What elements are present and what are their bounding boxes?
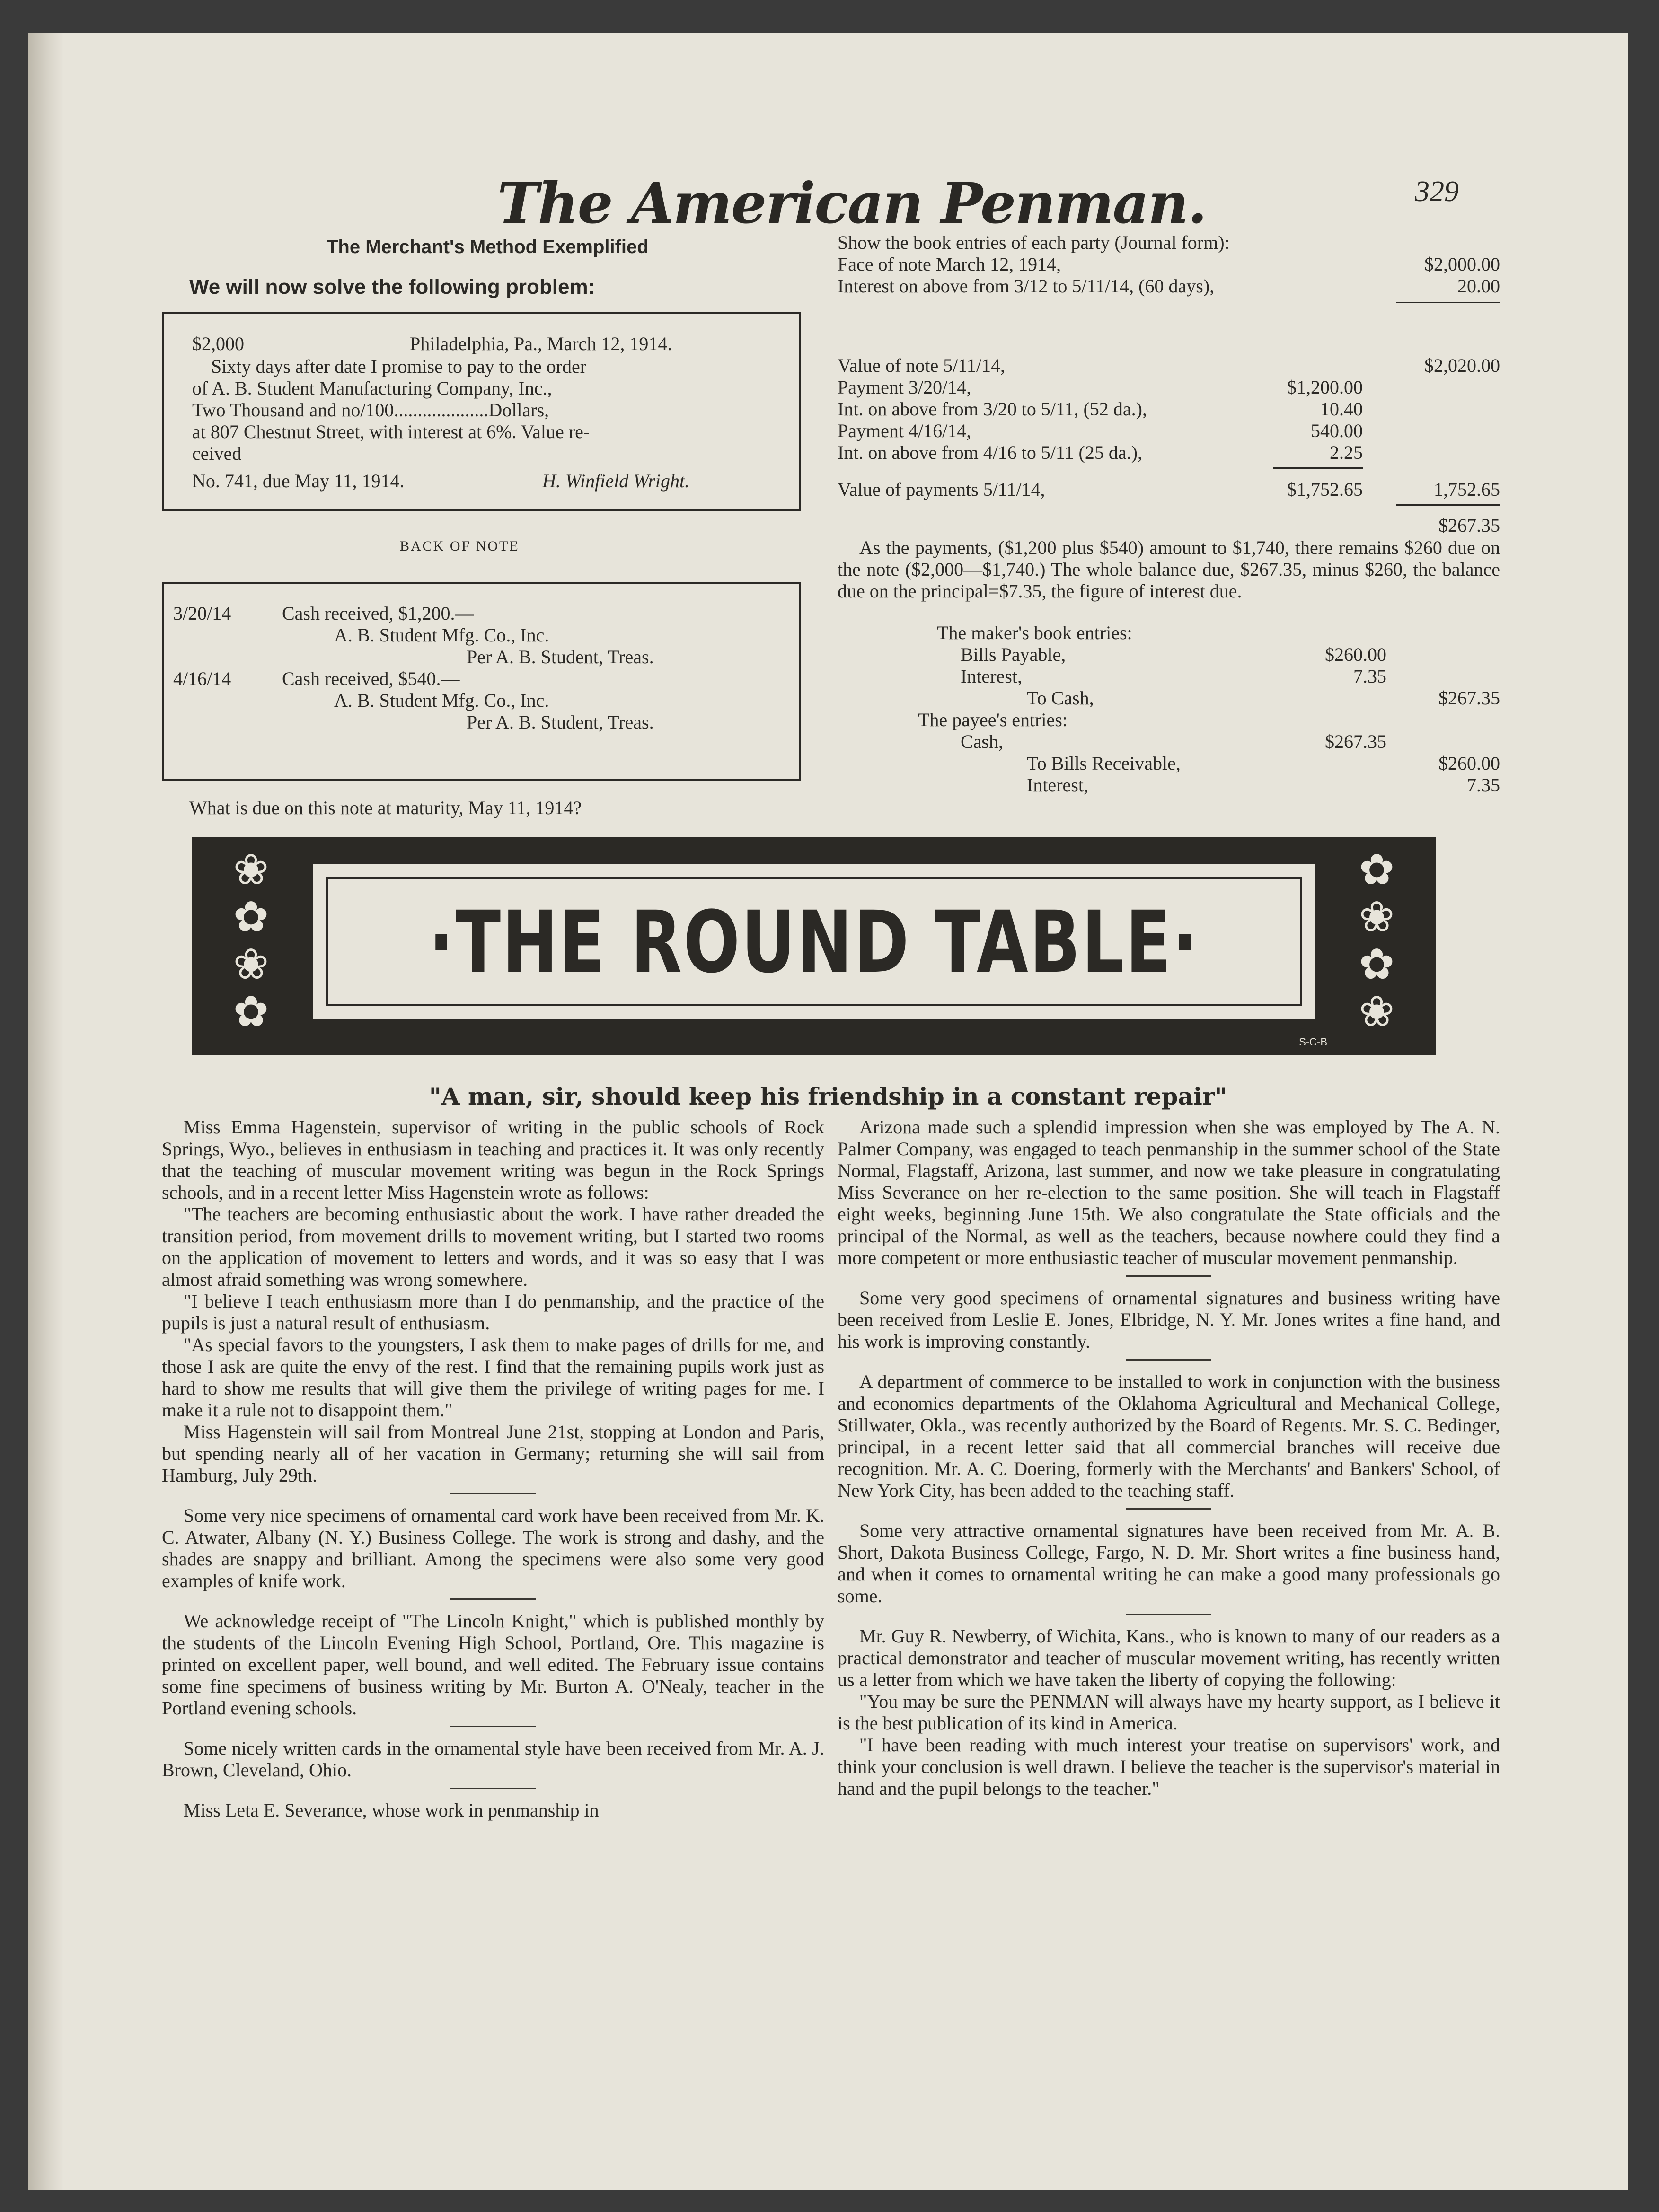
back-of-note-box (162, 582, 801, 781)
section-separator (450, 1788, 536, 1789)
masthead: The American Penman. (497, 170, 1207, 236)
back-entry-text: Cash received, $540.— (282, 668, 460, 689)
paragraph: "The teachers are becoming enthusiastic about the work. I have rather dreaded the transition period, from movement drills to movement writing, but I started two rooms on the application of movement to letters and words, and it was so easy that I was almost afraid something was wrong somewhere. (162, 1203, 824, 1290)
explanation-paragraph (838, 537, 1500, 602)
note-line: Two Thousand and no/100....................Dollars, (192, 399, 549, 421)
paragraph: A department of commerce to be installed to work in conjunction with the business and economics departments of the Oklahoma Agricultural and Mechanical College, Stillwater, Okla., was recently authorized by the Board of Regents. Mr. S. C. Bedinger, principal, in a recent letter said that all commercial branches will receive due recognition. Mr. A. C. Doering, formerly with the Merchants' and Bankers' School, of New York City, has been added to the teaching staff. (838, 1371, 1500, 1501)
note-line: at 807 Chestnut Street, with interest at 6%. Value re- (192, 421, 590, 442)
left-column (162, 1116, 824, 1821)
paragraph: Some very nice specimens of ornamental card work have been received from Mr. K. C. Atwater, Albany (N. Y.) Business College. The work is strong and dashy, and the shades are snappy and brilliant. Among the specimens were also some very good examples of knife work. (162, 1505, 824, 1591)
note-place-date: Philadelphia, Pa., March 12, 1914. (410, 333, 672, 354)
ledger-total: $2,000.00 (1424, 254, 1500, 275)
engraver-initials: S-C-B (1299, 1036, 1327, 1048)
balance-due: $267.35 (1438, 515, 1500, 536)
ledger-label: Int. on above from 3/20 to 5/11, (52 da.), (838, 398, 1147, 420)
payees-label: The payee's entries: (918, 709, 1068, 730)
ledger-label: Value of payments 5/11/14, (838, 479, 1045, 500)
ledger-amount: 10.40 (1320, 398, 1363, 420)
paragraph: Some very attractive ornamental signatures have been received from Mr. A. B. Short, Dakota Business College, Fargo, N. D. Mr. Short writes a fine business hand, and when it comes to ornamental writing he can make a good many professionals go some. (838, 1520, 1500, 1606)
section-subtitle: We will now solve the following problem: (189, 275, 595, 298)
paragraph: "I believe I teach enthusiasm more than I do penmanship, and the practice of the pupils is just a natural result of enthusiasm. (162, 1290, 824, 1334)
note-line: ceived (192, 443, 242, 464)
entry-credit: 7.35 (1467, 774, 1500, 796)
right-column (838, 1116, 1500, 1799)
back-entry-text: A. B. Student Mfg. Co., Inc. (334, 624, 549, 646)
paragraph: Miss Hagenstein will sail from Montreal June 21st, stopping at London and Paris, but spending nearly all of her vacation in Germany; returning she will sail from Hamburg, July 29th. (162, 1421, 824, 1486)
paragraph: "You may be sure the PENMAN will always have my hearty support, as I believe it is the best publication of its kind in America. (838, 1691, 1500, 1734)
ledger-label: Int. on above from 4/16 to 5/11 (25 da.), (838, 442, 1142, 463)
ledger-amount: $1,200.00 (1287, 377, 1363, 398)
entry-label: Interest, (961, 666, 1022, 687)
entry-label: Interest, (1027, 774, 1088, 796)
note-number-due: No. 741, due May 11, 1914. (192, 470, 405, 492)
paragraph: "I have been reading with much interest your treatise on supervisors' work, and think your conclusion is well drawn. I believe the teacher is the supervisor's material in hand and the pupil belongs to the teacher." (838, 1734, 1500, 1799)
page-number: 329 (1415, 176, 1459, 208)
entry-debit: $267.35 (1325, 731, 1386, 752)
ledger-rule (1273, 467, 1363, 469)
paragraph: Miss Emma Hagenstein, supervisor of writing in the public schools of Rock Springs, Wyo., believes in enthusiasm in teaching and practices it. It was only recently that the teaching of muscular movement writing was begun in the Rock Springs schools, and in a recent letter Miss Hagenstein wrote as follows: (162, 1116, 824, 1203)
ledger-amount: 540.00 (1311, 420, 1363, 441)
motto: "A man, sir, should keep his friendship in a constant repair" (429, 1082, 1227, 1110)
note-line: of A. B. Student Manufacturing Company, Inc., (192, 377, 552, 399)
paragraph: "As special favors to the youngsters, I ask them to make pages of drills for me, and those I ask are quite the envy of the rest. I find that the remaining pupils work just as hard to show me results that will give them the privilege of writing pages for me. I make it a rule not to disappoint them." (162, 1334, 824, 1421)
note-amount: $2,000 (192, 333, 244, 354)
section-separator (450, 1598, 536, 1600)
ledger-total: 20.00 (1457, 275, 1500, 297)
promissory-note-box (162, 312, 801, 511)
note-line: Sixty days after date I promise to pay to the order (211, 356, 587, 377)
round-table-banner (192, 837, 1436, 1055)
paragraph: Arizona made such a splendid impression when she was employed by The A. N. Palmer Company, was engaged to teach penmanship in the summer school of the State Normal, Flagstaff, Arizona, last summer, and now we take pleasure in congratulating Miss Severance on her re-election to the same position. She will teach in Flagstaff eight weeks, beginning June 15th. We also congratulate the State officials and the principal of the Normal, as well as the teachers, because nowhere could they find a more competent or more enthusiastic teacher of muscular movement penmanship. (838, 1116, 1500, 1268)
back-entry-text: Per A. B. Student, Treas. (467, 711, 654, 733)
paragraph: We acknowledge receipt of "The Lincoln Knight," which is published monthly by the students of the Lincoln Evening High School, Portland, Ore. This magazine is printed on excellent paper, well bound, and well edited. The February issue contains some fine specimens of business writing by Mr. Burton A. O'Nealy, teacher in the Portland evening schools. (162, 1610, 824, 1719)
ledger-label: Value of note 5/11/14, (838, 355, 1006, 376)
explanation-text: As the payments, ($1,200 plus $540) amount to $1,740, there remains $260 due on the note ($2,000—$1,740.) The whole balance due, $267.35, minus $260, the balance due on the principal=$7.35, the figure of interest due. (838, 537, 1500, 602)
magazine-page (28, 33, 1628, 2190)
entry-debit: $260.00 (1325, 644, 1386, 665)
banner-title: ·THE ROUND TABLE· (428, 893, 1200, 992)
section-separator (450, 1493, 536, 1494)
back-entry-date: 4/16/14 (173, 668, 231, 689)
ledger-total: $2,020.00 (1424, 355, 1500, 376)
paragraph: Some nicely written cards in the ornamental style have been received from Mr. A. J. Brown, Cleveland, Ohio. (162, 1738, 824, 1781)
back-entry-text: Per A. B. Student, Treas. (467, 646, 654, 667)
note-signature: H. Winfield Wright. (542, 470, 690, 492)
paragraph: Miss Leta E. Severance, whose work in penmanship in (184, 1799, 599, 1821)
section-separator (1126, 1275, 1211, 1277)
entry-label: Bills Payable, (961, 644, 1066, 665)
section-separator (1126, 1508, 1211, 1510)
ledger-label: Payment 4/16/14, (838, 420, 971, 441)
entry-label: To Cash, (1027, 687, 1094, 709)
ledger-label: Interest on above from 3/12 to 5/11/14, (60 days), (838, 275, 1215, 297)
ledger-total: 1,752.65 (1434, 479, 1500, 500)
ledger-label: Face of note March 12, 1914, (838, 254, 1061, 275)
section-separator (1126, 1359, 1211, 1361)
banner-frame (310, 861, 1318, 1022)
book-spine (28, 33, 64, 2190)
ledger-label: Payment 3/20/14, (838, 377, 971, 398)
section-separator (450, 1726, 536, 1727)
rose-ornament-right-icon: ✿ ❀ ✿ ❀ (1359, 847, 1395, 1036)
entry-debit: 7.35 (1353, 666, 1386, 687)
ledger-rule (1396, 504, 1500, 506)
ledger-amount: 2.25 (1330, 442, 1363, 463)
back-entry-text: A. B. Student Mfg. Co., Inc. (334, 690, 549, 711)
paragraph: Some very good specimens of ornamental signatures and business writing have been received from Leslie E. Jones, Elbridge, N. Y. Mr. Jones writes a fine hand, and his work is improving constantly. (838, 1287, 1500, 1352)
back-entry-date: 3/20/14 (173, 603, 231, 624)
ledger-rule (1396, 302, 1500, 303)
entry-credit: $267.35 (1438, 687, 1500, 709)
entry-label: To Bills Receivable, (1027, 753, 1181, 774)
ledger-amount: $1,752.65 (1287, 479, 1363, 500)
makers-label: The maker's book entries: (937, 622, 1132, 643)
back-entry-text: Cash received, $1,200.— (282, 603, 474, 624)
journal-intro: Show the book entries of each party (Journal form): (838, 232, 1230, 253)
paragraph: Mr. Guy R. Newberry, of Wichita, Kans., who is known to many of our readers as a practical demonstrator and teacher of muscular movement writing, has recently written us a letter from which we have taken the liberty of copying the following: (838, 1625, 1500, 1690)
entry-credit: $260.00 (1438, 753, 1500, 774)
rose-ornament-left-icon: ❀ ✿ ❀ ✿ (233, 847, 269, 1036)
section-separator (1126, 1614, 1211, 1615)
back-of-note-label: BACK OF NOTE (400, 538, 520, 554)
question: What is due on this note at maturity, May 11, 1914? (189, 797, 582, 818)
section-title: The Merchant's Method Exemplified (327, 237, 649, 257)
entry-label: Cash, (961, 731, 1003, 752)
